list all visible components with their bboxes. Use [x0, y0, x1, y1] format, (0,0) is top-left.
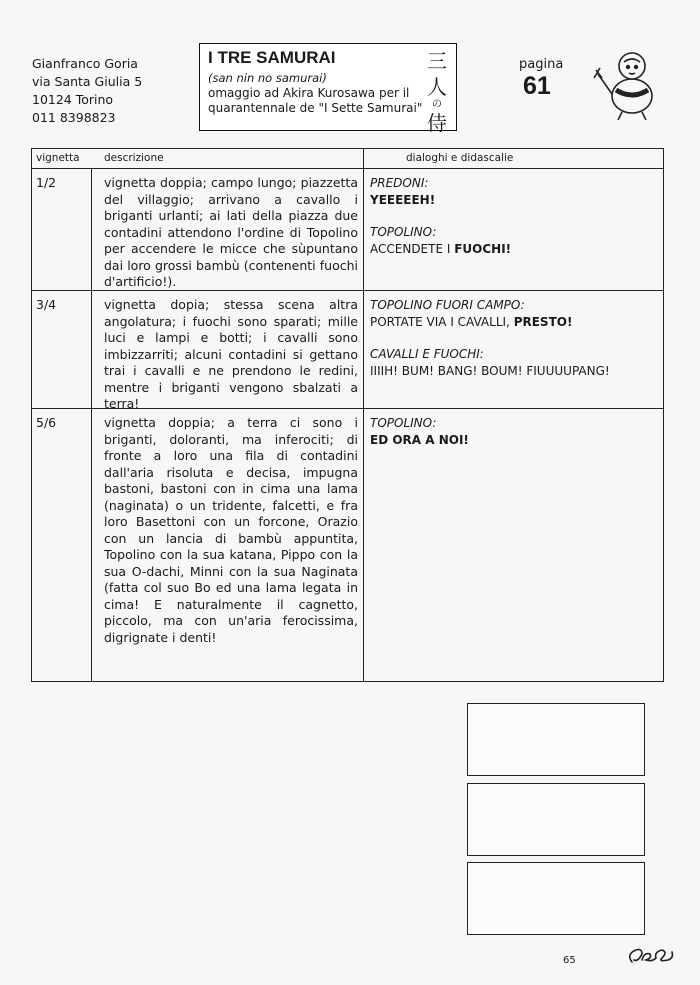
column-header-vignetta: vignetta	[36, 152, 80, 164]
address-line: 10124 Torino	[32, 92, 114, 107]
thumbnail-panel	[467, 783, 645, 856]
dialogue-line: PORTATE VIA I CAVALLI, PRESTO!	[370, 314, 573, 329]
panel-dialogue	[370, 175, 660, 257]
panel-number: 3/4	[36, 297, 57, 312]
dialogue-line: YEEEEEH!	[370, 192, 436, 207]
table-row	[32, 409, 663, 681]
address-line: via Santa Giulia 5	[32, 74, 143, 89]
panel-dialogue	[370, 297, 660, 379]
table-header	[32, 149, 663, 169]
page-number: 61	[523, 72, 551, 100]
title-box	[199, 43, 457, 135]
author-address	[32, 55, 142, 127]
table-row	[32, 291, 663, 409]
tribute-line: omaggio ad Akira Kurosawa per il	[208, 86, 410, 100]
kanji-title	[424, 48, 450, 136]
column-header-descrizione: descrizione	[104, 152, 164, 164]
story-title: I TRE SAMURAI	[208, 48, 336, 67]
thumbnail-panel	[467, 703, 645, 776]
column-header-dialoghi: dialoghi e didascalie	[406, 152, 514, 164]
page-label: pagina	[519, 57, 564, 72]
tribute-line: quarantennale de "I Sette Samurai"	[208, 101, 423, 115]
panel-description: vignetta dopia; stessa scena altra angolatura; i fuochi sono sparati; mille luci e lampi e botti; i cavalli sono imbizzarriti; alcuni contadini si gettano trai i cavalli e ne prendono le redini, mentre i briganti vengono sbalzati a terra!	[104, 297, 358, 411]
panel-description: vignetta doppia; campo lungo; piazzetta del villaggio; arrivano a cavallo i briganti urlanti; ai lati della piazza due contadini attendono l'ordine di Topolino per accendere le micce che sùpuntano dai loro grossi bambù (contenenti fuochi d'artificio!).	[104, 175, 358, 289]
dialogue-line: ACCENDETE I FUOCHI!	[370, 241, 512, 256]
kanji-char: 人	[427, 75, 447, 99]
script-table	[31, 148, 664, 682]
kanji-char: 三	[427, 49, 447, 73]
dialogue-speaker: TOPOLINO:	[370, 225, 437, 239]
address-line: 011 8398823	[32, 110, 116, 125]
dialogue-line: IIIIH! BUM! BANG! BOUM! FIUUUUPANG!	[370, 363, 610, 378]
panel-description: vignetta doppia; a terra ci sono i briganti, doloranti, ma inferociti; di fronte a loro una fila di contadini dall'aria risoluta e decisa, impugna bastoni, bastoni con in cima una lama (naginata) o un tridente, falcetti, e fra loro Basettoni con un forcone, Orazio con un lancia di bambù appuntita, Topolino con la sua katana, Pippo con la sua O-dachi, Minni con la sua Naginata (fatta col suo Bo ed una lama legata in cima! E naturalmente il cagnetto, piccolo, ma con un'aria ferocissima, digrignate i denti!	[104, 415, 358, 645]
table-row	[32, 169, 663, 291]
panel-dialogue	[370, 415, 660, 448]
kanji-char: 侍	[427, 111, 447, 135]
thumbnail-panel	[467, 862, 645, 935]
panel-number: 5/6	[36, 415, 57, 430]
dialogue-speaker: CAVALLI E FUOCHI:	[370, 347, 484, 361]
address-line: Gianfranco Goria	[32, 56, 138, 71]
dialogue-speaker: TOPOLINO FUORI CAMPO:	[370, 298, 525, 312]
folio-number: 65	[563, 955, 576, 966]
dialogue-line: ED ORA A NOI!	[370, 432, 469, 447]
panel-number: 1/2	[36, 175, 57, 190]
dialogue-speaker: TOPOLINO:	[370, 416, 437, 430]
dialogue-speaker: PREDONI:	[370, 176, 429, 190]
story-subtitle: (san nin no samurai)	[208, 71, 327, 85]
signature-icon	[624, 944, 680, 970]
kanji-char: の	[432, 99, 442, 110]
samurai-mascot-icon	[588, 40, 670, 122]
